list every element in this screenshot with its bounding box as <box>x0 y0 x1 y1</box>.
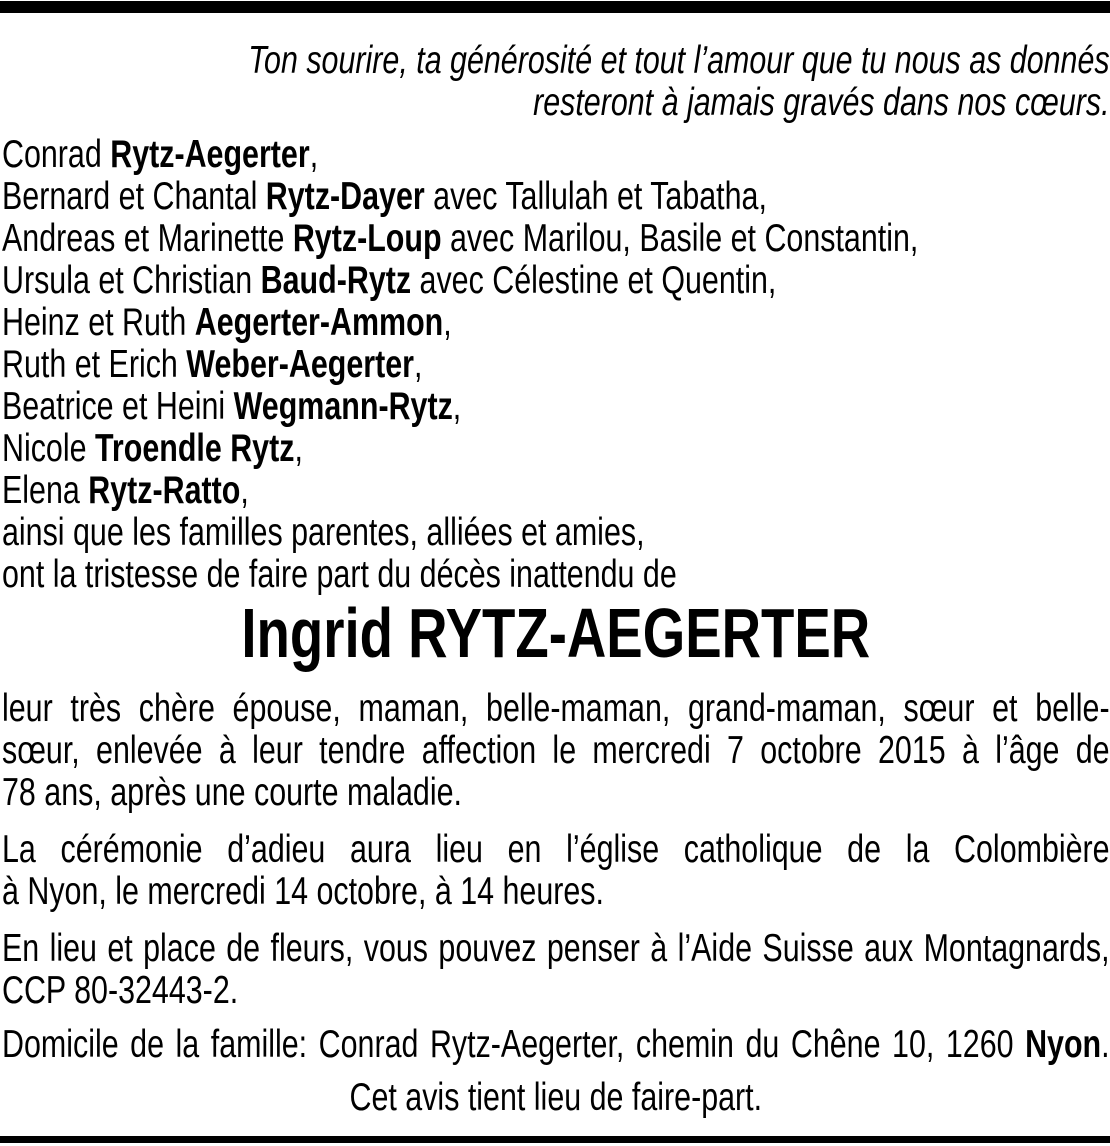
family-line <box>2 428 1110 470</box>
family-name-bold: Rytz-Aegerter <box>110 133 310 176</box>
paragraph-line: CCP 80-32443-2. <box>2 969 239 1012</box>
family-line-text: Ruth et Erich <box>2 343 187 386</box>
paragraph-line: à Nyon, le mercredi 14 octobre, à 14 heures. <box>2 870 604 913</box>
domicile-city-bold: Nyon <box>1025 1023 1102 1066</box>
family-line <box>2 176 1110 218</box>
deceased-name-title: Ingrid RYTZ-AEGERTER <box>241 594 871 672</box>
family-line-text: Beatrice et Heini <box>2 385 234 428</box>
paragraph-donations <box>2 928 1110 1012</box>
family-name-bold: Rytz-Dayer <box>265 175 425 218</box>
family-name-bold: Rytz-Ratto <box>88 469 241 512</box>
family-line-text: , <box>443 301 452 344</box>
domicile-text: . <box>1101 1023 1110 1066</box>
family-line-text: ainsi que les familles parentes, alliées et amies, <box>2 511 645 554</box>
family-line-text: , <box>309 133 319 176</box>
paragraph-ceremony <box>2 829 1110 913</box>
paragraph-line: leur très chère épouse, maman, belle-maman, grand-maman, sœur et belle- <box>2 687 1110 730</box>
family-line-text: , <box>452 385 462 428</box>
family-line-text: , <box>294 427 303 470</box>
family-line-text: Andreas et Marinette <box>2 217 293 260</box>
closing-statement: Cet avis tient lieu de faire-part. <box>349 1076 763 1119</box>
family-name-bold: Rytz-Loup <box>292 217 442 260</box>
family-line-text: ont la tristesse de faire part du décès inattendu de <box>2 553 677 596</box>
family-line <box>2 344 1110 386</box>
family-line <box>2 260 1110 302</box>
paragraph-domicile <box>2 1024 1110 1066</box>
family-line-text: Nicole <box>2 427 95 470</box>
family-name-bold: Troendle Rytz <box>94 427 295 470</box>
family-line-text: avec Célestine et Quentin, <box>411 259 777 302</box>
family-line-text: , <box>413 343 423 386</box>
top-divider-bar <box>0 1 1110 13</box>
domicile-text: Domicile de la famille: Conrad Rytz-Aegerter, chemin du Chêne 10, 1260 <box>2 1023 1026 1066</box>
family-list <box>2 134 1110 596</box>
family-line-text: Bernard et Chantal <box>2 175 266 218</box>
family-line <box>2 134 1110 176</box>
paragraph-line <box>2 1024 1110 1066</box>
family-line-text: Heinz et Ruth <box>2 301 195 344</box>
bottom-divider-bar <box>0 1136 1110 1143</box>
family-name-bold: Baud-Rytz <box>260 259 412 302</box>
family-line-text: avec Marilou, Basile et Constantin, <box>441 217 919 260</box>
family-name-bold: Aegerter-Ammon <box>194 301 444 344</box>
epigraph-line: Ton sourire, ta générosité et tout l’amour que tu nous as donnés <box>248 39 1110 82</box>
family-line-text: avec Tallulah et Tabatha, <box>424 175 767 218</box>
paragraph-line: 78 ans, après une courte maladie. <box>2 771 462 814</box>
family-line <box>2 470 1110 512</box>
notice-content <box>2 13 1110 1119</box>
paragraph-obituary <box>2 688 1110 814</box>
family-line <box>2 554 1110 596</box>
paragraph-line: sœur, enlevée à leur tendre affection le mercredi 7 octobre 2015 à l’âge de <box>2 729 1110 772</box>
paragraph-line: En lieu et place de fleurs, vous pouvez penser à l’Aide Suisse aux Montagnards, <box>2 927 1110 970</box>
family-line-text: Elena <box>2 469 89 512</box>
epigraph-line: resteront à jamais gravés dans nos cœurs. <box>533 81 1110 124</box>
family-line <box>2 218 1110 260</box>
family-line-text: , <box>240 469 249 512</box>
epigraph <box>2 40 1110 124</box>
family-line <box>2 302 1110 344</box>
paragraph-line: La cérémonie d’adieu aura lieu en l’église catholique de la Colombière <box>2 828 1110 871</box>
family-name-bold: Wegmann-Rytz <box>233 385 453 428</box>
family-name-bold: Weber-Aegerter <box>186 343 414 386</box>
family-line-text: Conrad <box>2 133 111 176</box>
family-line <box>2 512 1110 554</box>
family-line <box>2 386 1110 428</box>
family-line-text: Ursula et Christian <box>2 259 261 302</box>
